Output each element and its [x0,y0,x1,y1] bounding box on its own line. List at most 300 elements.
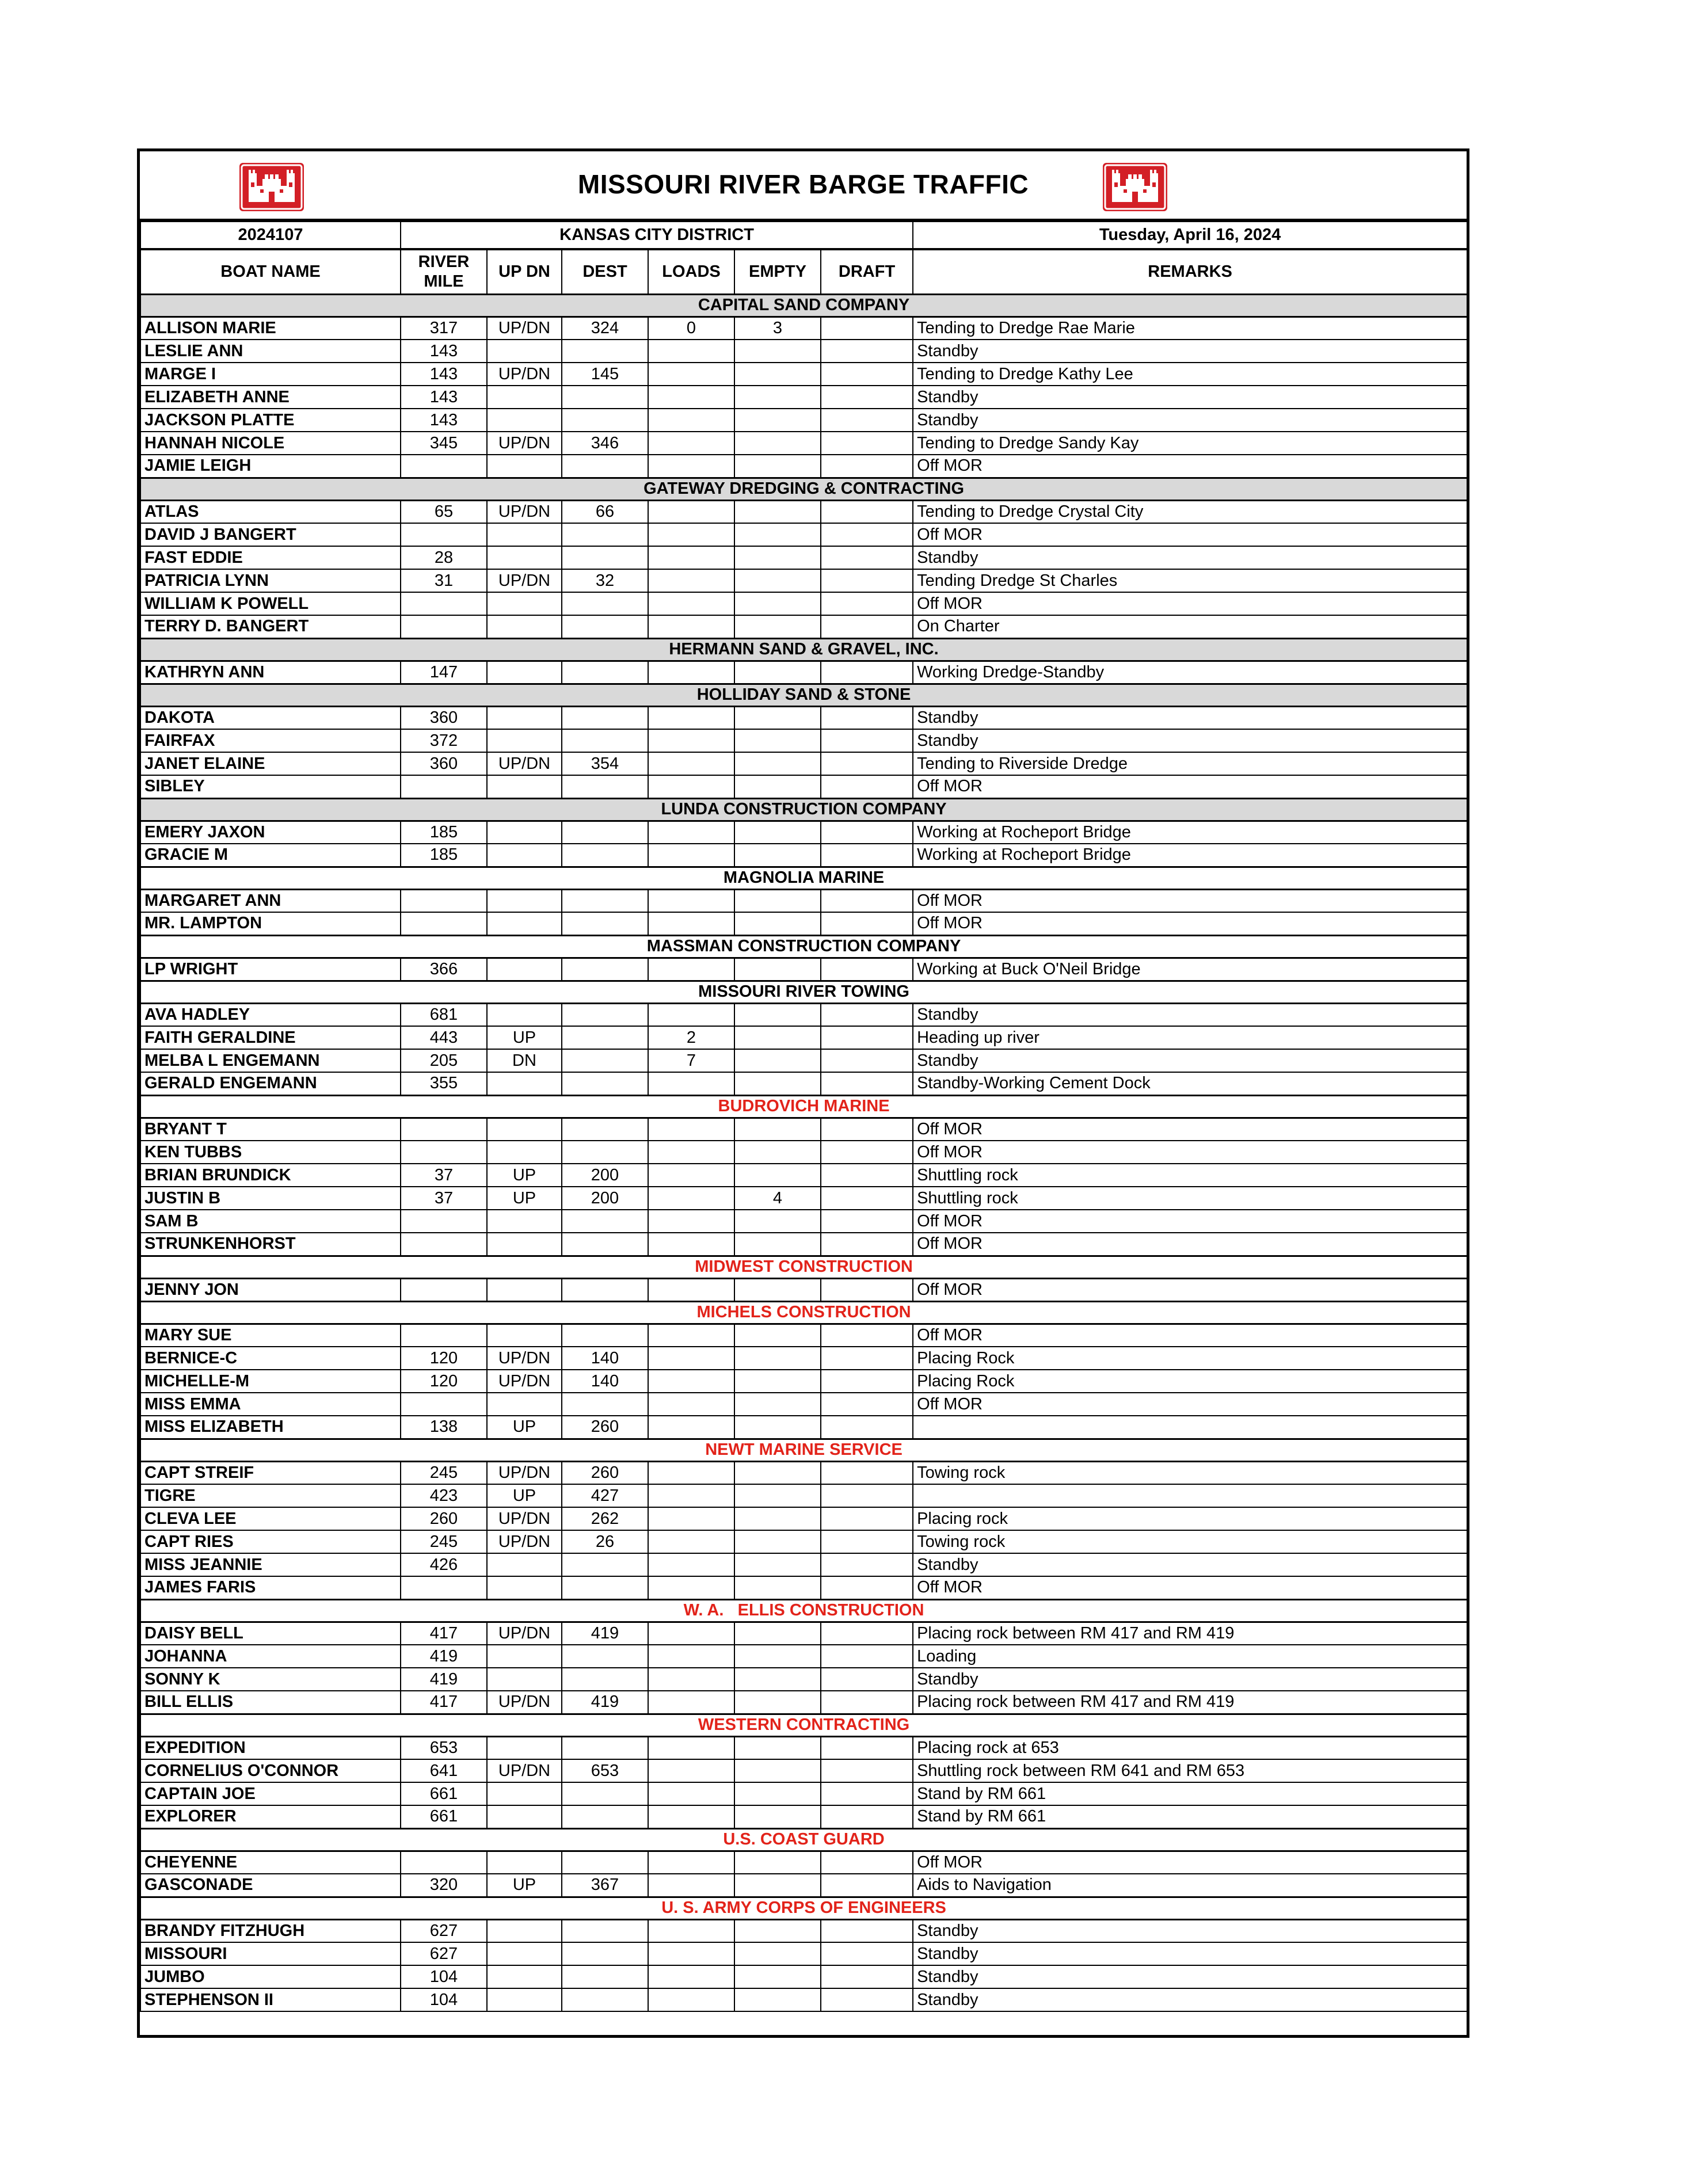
draft-cell [821,455,913,478]
company-header-row [140,478,1467,500]
boat-name-cell: SONNY K [140,1668,401,1691]
col-river-mile: RIVER MILE [401,249,487,294]
loads-cell [648,1782,734,1805]
river-mile-cell [401,889,487,912]
col-empty: EMPTY [734,249,821,294]
boat-name-cell: BRYANT T [140,1118,401,1141]
river-mile-cell: 661 [401,1805,487,1828]
boat-name-cell: SAM B [140,1210,401,1233]
dest-cell [562,706,648,729]
draft-cell [821,1919,913,1942]
empty-cell [734,1393,821,1416]
empty-cell [734,546,821,569]
remarks-cell: Tending to Riverside Dredge [913,752,1467,775]
loads-cell [648,1118,734,1141]
table-row [140,1942,1467,1965]
up-dn-cell [487,340,562,363]
barge-traffic-table [140,221,1468,2012]
loads-cell [648,1324,734,1347]
up-dn-cell [487,1988,562,2011]
draft-cell [821,340,913,363]
draft-cell [821,706,913,729]
draft-cell [821,729,913,752]
loads-cell [648,1141,734,1164]
remarks-cell: On Charter [913,615,1467,638]
empty-cell [734,1553,821,1576]
remarks-cell: Off MOR [913,1233,1467,1256]
dest-cell: 200 [562,1187,648,1210]
empty-cell [734,661,821,684]
empty-cell [734,1233,821,1256]
river-mile-cell: 661 [401,1782,487,1805]
river-mile-cell [401,1210,487,1233]
company-name: MASSMAN CONSTRUCTION COMPANY [140,935,1467,958]
company-name: WESTERN CONTRACTING [140,1714,1467,1736]
empty-cell [734,1759,821,1782]
boat-name-cell: JUSTIN B [140,1187,401,1210]
river-mile-cell: 681 [401,1003,487,1026]
river-mile-cell: 104 [401,1965,487,1988]
draft-cell [821,432,913,455]
loads-cell [648,1233,734,1256]
remarks-cell: Placing Rock [913,1370,1467,1393]
remarks-cell: Placing rock between RM 417 and RM 419 [913,1622,1467,1645]
river-mile-cell [401,1141,487,1164]
boat-name-cell: WILLIAM K POWELL [140,592,401,615]
river-mile-cell: 366 [401,958,487,981]
boat-name-cell: TERRY D. BANGERT [140,615,401,638]
boat-name-cell: MARGE I [140,363,401,386]
river-mile-cell: 205 [401,1049,487,1072]
company-name: U. S. ARMY CORPS OF ENGINEERS [140,1897,1467,1919]
loads-cell [648,958,734,981]
up-dn-cell: UP/DN [487,500,562,523]
remarks-cell: Tending Dredge St Charles [913,569,1467,592]
dest-cell [562,1210,648,1233]
up-dn-cell [487,775,562,798]
up-dn-cell [487,1851,562,1874]
dest-cell [562,1324,648,1347]
river-mile-cell: 31 [401,569,487,592]
empty-cell [734,455,821,478]
company-name: BUDROVICH MARINE [140,1095,1467,1118]
company-name: GATEWAY DREDGING & CONTRACTING [140,478,1467,500]
up-dn-cell: UP/DN [487,1759,562,1782]
remarks-cell: Placing rock at 653 [913,1736,1467,1759]
draft-cell [821,1049,913,1072]
castle-icon [1103,163,1167,211]
river-mile-cell: 419 [401,1668,487,1691]
boat-name-cell: CLEVA LEE [140,1507,401,1530]
boat-name-cell: JUMBO [140,1965,401,1988]
loads-cell [648,1942,734,1965]
river-mile-cell: 345 [401,432,487,455]
loads-cell: 0 [648,317,734,340]
up-dn-cell: UP/DN [487,1370,562,1393]
loads-cell [648,363,734,386]
up-dn-cell: UP/DN [487,363,562,386]
table-row [140,1553,1467,1576]
draft-cell [821,1782,913,1805]
river-mile-cell: 260 [401,1507,487,1530]
table-row [140,1003,1467,1026]
river-mile-cell: 143 [401,386,487,409]
company-name: MICHELS CONSTRUCTION [140,1301,1467,1324]
remarks-cell: Placing rock [913,1507,1467,1530]
draft-cell [821,1507,913,1530]
remarks-cell: Stand by RM 661 [913,1805,1467,1828]
draft-cell [821,1164,913,1187]
table-row [140,523,1467,546]
remarks-cell: Off MOR [913,455,1467,478]
report-number: 2024107 [140,222,401,249]
remarks-cell: Off MOR [913,775,1467,798]
remarks-cell: Off MOR [913,1210,1467,1233]
loads-cell [648,455,734,478]
boat-name-cell: STEPHENSON II [140,1988,401,2011]
dest-cell [562,912,648,935]
loads-cell [648,661,734,684]
river-mile-cell: 360 [401,752,487,775]
empty-cell [734,1736,821,1759]
dest-cell: 653 [562,1759,648,1782]
loads-cell [648,1461,734,1484]
river-mile-cell: 423 [401,1484,487,1507]
empty-cell [734,1576,821,1599]
river-mile-cell: 37 [401,1164,487,1187]
loads-cell [648,592,734,615]
company-name: W. A. ELLIS CONSTRUCTION [140,1599,1467,1622]
table-row [140,1141,1467,1164]
boat-name-cell: LP WRIGHT [140,958,401,981]
remarks-cell: Standby [913,1988,1467,2011]
river-mile-cell: 443 [401,1026,487,1049]
draft-cell [821,1942,913,1965]
table-row [140,615,1467,638]
river-mile-cell: 355 [401,1072,487,1095]
dest-cell [562,615,648,638]
remarks-cell: Off MOR [913,1324,1467,1347]
river-mile-cell: 37 [401,1187,487,1210]
river-mile-cell [401,615,487,638]
draft-cell [821,1851,913,1874]
dest-cell: 367 [562,1874,648,1897]
district-name: KANSAS CITY DISTRICT [401,222,913,249]
empty-cell [734,340,821,363]
loads-cell [648,409,734,432]
loads-cell [648,1645,734,1668]
loads-cell [648,1919,734,1942]
empty-cell [734,729,821,752]
up-dn-cell: UP/DN [487,317,562,340]
boat-name-cell: MISS JEANNIE [140,1553,401,1576]
company-header-row [140,1828,1467,1851]
col-draft: DRAFT [821,249,913,294]
dest-cell [562,1988,648,2011]
empty-cell [734,363,821,386]
up-dn-cell [487,1576,562,1599]
loads-cell [648,1210,734,1233]
empty-cell [734,1484,821,1507]
empty-cell [734,409,821,432]
dest-cell [562,592,648,615]
remarks-cell: Working at Rocheport Bridge [913,844,1467,867]
up-dn-cell [487,1324,562,1347]
dest-cell [562,1141,648,1164]
river-mile-cell: 653 [401,1736,487,1759]
table-row [140,363,1467,386]
company-header-row [140,867,1467,889]
loads-cell [648,523,734,546]
draft-cell [821,1622,913,1645]
boat-name-cell: GERALD ENGEMANN [140,1072,401,1095]
company-header-row [140,1095,1467,1118]
table-row [140,1461,1467,1484]
empty-cell [734,821,821,844]
river-mile-cell [401,523,487,546]
remarks-cell: Placing Rock [913,1347,1467,1370]
loads-cell [648,821,734,844]
table-row [140,1782,1467,1805]
draft-cell [821,1233,913,1256]
col-dest: DEST [562,249,648,294]
company-name: MIDWEST CONSTRUCTION [140,1256,1467,1278]
dest-cell [562,523,648,546]
dest-cell [562,844,648,867]
loads-cell [648,775,734,798]
table-row [140,1347,1467,1370]
boat-name-cell: GRACIE M [140,844,401,867]
loads-cell [648,1622,734,1645]
dest-cell [562,1049,648,1072]
table-row [140,1759,1467,1782]
up-dn-cell [487,889,562,912]
dest-cell [562,386,648,409]
dest-cell [562,661,648,684]
up-dn-cell [487,1003,562,1026]
empty-cell [734,1942,821,1965]
boat-name-cell: AVA HADLEY [140,1003,401,1026]
boat-name-cell: MELBA L ENGEMANN [140,1049,401,1072]
table-row [140,844,1467,867]
dest-cell: 145 [562,363,648,386]
up-dn-cell [487,1736,562,1759]
empty-cell [734,775,821,798]
dest-cell [562,1072,648,1095]
loads-cell [648,1370,734,1393]
dest-cell: 66 [562,500,648,523]
empty-cell [734,523,821,546]
table-row [140,1484,1467,1507]
loads-cell [648,1553,734,1576]
boat-name-cell: MICHELLE-M [140,1370,401,1393]
river-mile-cell: 320 [401,1874,487,1897]
empty-cell [734,615,821,638]
up-dn-cell [487,523,562,546]
draft-cell [821,1530,913,1553]
draft-cell [821,546,913,569]
up-dn-cell [487,844,562,867]
remarks-cell: Standby [913,729,1467,752]
river-mile-cell: 317 [401,317,487,340]
remarks-cell: Standby [913,1668,1467,1691]
up-dn-cell: UP/DN [487,1461,562,1484]
boat-name-cell: CAPT RIES [140,1530,401,1553]
draft-cell [821,1324,913,1347]
boat-name-cell: BRIAN BRUNDICK [140,1164,401,1187]
report-date: Tuesday, April 16, 2024 [913,222,1467,249]
remarks-cell: Off MOR [913,592,1467,615]
draft-cell [821,1370,913,1393]
up-dn-cell [487,1141,562,1164]
dest-cell [562,546,648,569]
dest-cell: 260 [562,1461,648,1484]
boat-name-cell: ATLAS [140,500,401,523]
up-dn-cell [487,386,562,409]
boat-name-cell: STRUNKENHORST [140,1233,401,1256]
table-row [140,1210,1467,1233]
boat-name-cell: ELIZABETH ANNE [140,386,401,409]
table-row [140,821,1467,844]
dest-cell [562,1782,648,1805]
up-dn-cell [487,1278,562,1301]
river-mile-cell: 138 [401,1416,487,1439]
company-name: LUNDA CONSTRUCTION COMPANY [140,798,1467,821]
draft-cell [821,569,913,592]
boat-name-cell: FAITH GERALDINE [140,1026,401,1049]
up-dn-cell [487,1210,562,1233]
remarks-cell: Loading [913,1645,1467,1668]
loads-cell [648,1736,734,1759]
river-mile-cell [401,1118,487,1141]
river-mile-cell: 360 [401,706,487,729]
table-row [140,958,1467,981]
table-row [140,1988,1467,2011]
up-dn-cell: UP/DN [487,1622,562,1645]
boat-name-cell: MR. LAMPTON [140,912,401,935]
loads-cell [648,1072,734,1095]
empty-cell [734,592,821,615]
river-mile-cell [401,1278,487,1301]
river-mile-cell [401,1233,487,1256]
loads-cell [648,1484,734,1507]
dest-cell [562,1942,648,1965]
table-row [140,1622,1467,1645]
remarks-cell: Shuttling rock [913,1164,1467,1187]
company-header-row [140,981,1467,1003]
up-dn-cell [487,706,562,729]
draft-cell [821,1874,913,1897]
table-row [140,569,1467,592]
draft-cell [821,317,913,340]
table-row [140,912,1467,935]
remarks-cell: Off MOR [913,1118,1467,1141]
loads-cell [648,1347,734,1370]
loads-cell [648,912,734,935]
boat-name-cell: FAIRFAX [140,729,401,752]
boat-name-cell: PATRICIA LYNN [140,569,401,592]
draft-cell [821,1988,913,2011]
draft-cell [821,1484,913,1507]
dest-cell [562,1233,648,1256]
empty-cell [734,1851,821,1874]
river-mile-cell [401,1324,487,1347]
loads-cell [648,1003,734,1026]
draft-cell [821,1118,913,1141]
company-header-row [140,935,1467,958]
boat-name-cell: ALLISON MARIE [140,317,401,340]
empty-cell [734,432,821,455]
boat-name-cell: CAPTAIN JOE [140,1782,401,1805]
boat-name-cell: BRANDY FITZHUGH [140,1919,401,1942]
remarks-cell: Shuttling rock [913,1187,1467,1210]
boat-name-cell: DAVID J BANGERT [140,523,401,546]
river-mile-cell: 245 [401,1461,487,1484]
draft-cell [821,1805,913,1828]
table-row [140,546,1467,569]
empty-cell [734,1919,821,1942]
dest-cell: 200 [562,1164,648,1187]
remarks-cell: Standby [913,1049,1467,1072]
remarks-cell: Off MOR [913,523,1467,546]
remarks-cell: Standby [913,1003,1467,1026]
draft-cell [821,1736,913,1759]
table-row [140,592,1467,615]
river-mile-cell [401,912,487,935]
up-dn-cell [487,1233,562,1256]
dest-cell [562,455,648,478]
river-mile-cell: 185 [401,844,487,867]
table-row [140,1233,1467,1256]
company-name: NEWT MARINE SERVICE [140,1439,1467,1461]
empty-cell [734,1210,821,1233]
river-mile-cell: 641 [401,1759,487,1782]
loads-cell [648,706,734,729]
remarks-cell: Off MOR [913,1393,1467,1416]
river-mile-cell: 627 [401,1942,487,1965]
boat-name-cell: SIBLEY [140,775,401,798]
river-mile-cell: 28 [401,546,487,569]
loads-cell [648,752,734,775]
table-row [140,1164,1467,1187]
draft-cell [821,1461,913,1484]
up-dn-cell: DN [487,1049,562,1072]
boat-name-cell: FAST EDDIE [140,546,401,569]
boat-name-cell: JANET ELAINE [140,752,401,775]
river-mile-cell: 627 [401,1919,487,1942]
empty-cell [734,1645,821,1668]
dest-cell: 419 [562,1691,648,1714]
up-dn-cell [487,1645,562,1668]
table-row [140,432,1467,455]
empty-cell [734,752,821,775]
loads-cell [648,386,734,409]
up-dn-cell [487,455,562,478]
up-dn-cell [487,546,562,569]
remarks-cell: Tending to Dredge Crystal City [913,500,1467,523]
dest-cell [562,1576,648,1599]
table-row [140,1393,1467,1416]
dest-cell: 32 [562,569,648,592]
up-dn-cell: UP/DN [487,752,562,775]
empty-cell [734,1530,821,1553]
river-mile-cell: 372 [401,729,487,752]
up-dn-cell [487,912,562,935]
table-row [140,386,1467,409]
table-row [140,1118,1467,1141]
boat-name-cell: BILL ELLIS [140,1691,401,1714]
up-dn-cell [487,1965,562,1988]
